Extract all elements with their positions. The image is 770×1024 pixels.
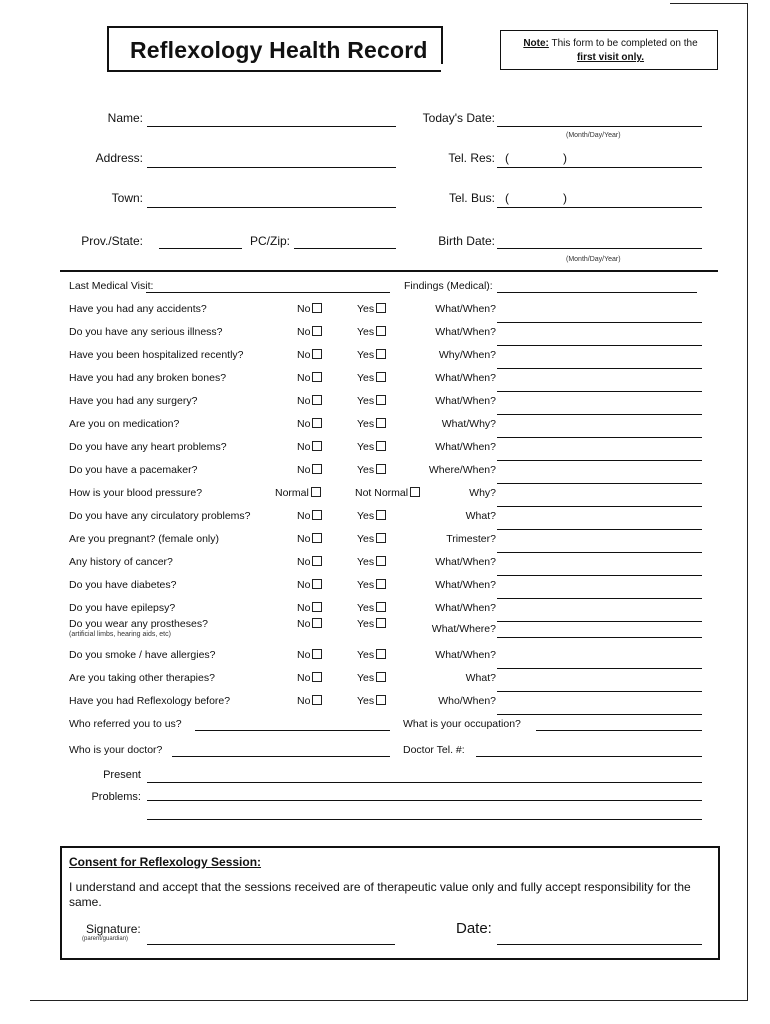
option-b-label: Yes <box>357 556 375 568</box>
section-divider <box>60 270 718 272</box>
followup-field[interactable] <box>497 691 702 692</box>
option-a <box>297 695 322 707</box>
todays-date-label: Today's Date: <box>422 111 495 125</box>
option-a-checkbox[interactable] <box>312 649 322 659</box>
option-a-label: No <box>297 464 311 476</box>
followup-label: What/Why? <box>441 418 496 430</box>
birth-date-hint: (Month/Day/Year) <box>566 256 621 263</box>
option-b-checkbox[interactable] <box>376 649 386 659</box>
option-a-label: Normal <box>275 487 309 499</box>
doctor-tel-field[interactable] <box>476 756 702 757</box>
tel-res-paren-close: ) <box>563 151 567 165</box>
followup-label: What/When? <box>435 372 496 384</box>
title-box-edge <box>441 26 443 64</box>
followup-label: What/Where? <box>431 623 496 635</box>
option-a-checkbox[interactable] <box>312 556 322 566</box>
option-a-checkbox[interactable] <box>312 441 322 451</box>
option-b-label: Yes <box>357 441 375 453</box>
findings-label: Findings (Medical): <box>404 280 493 292</box>
option-b <box>357 618 386 630</box>
option-b-label: Yes <box>357 672 375 684</box>
followup-label: Trimester? <box>446 533 496 545</box>
prov-state-field[interactable] <box>159 248 242 249</box>
option-a-checkbox[interactable] <box>312 326 322 336</box>
option-a <box>297 510 322 522</box>
question-label: Are you taking other therapies? <box>69 672 215 684</box>
option-a-checkbox[interactable] <box>312 372 322 382</box>
consent-title: Consent for Reflexology Session: <box>69 855 262 869</box>
question-label: Do you have any circulatory problems? <box>69 510 251 522</box>
question-sublabel: (artificial limbs, hearing aids, etc) <box>69 631 171 638</box>
page-border-top <box>670 3 748 4</box>
signature-label: Signature: <box>86 922 141 936</box>
town-label: Town: <box>111 191 143 205</box>
option-a <box>297 326 322 338</box>
option-a <box>297 602 322 614</box>
option-b <box>357 672 386 684</box>
option-a <box>297 349 322 361</box>
option-b <box>357 602 386 614</box>
signature-sublabel: (parent/guardian) <box>82 936 129 942</box>
option-a-label: No <box>297 533 311 545</box>
question-label: Any history of cancer? <box>69 556 173 568</box>
question-label: Have you been hospitalized recently? <box>69 349 244 361</box>
followup-field[interactable] <box>497 552 702 553</box>
name-field[interactable] <box>147 126 396 127</box>
option-b-checkbox[interactable] <box>376 395 386 405</box>
option-b <box>357 533 386 545</box>
option-b-checkbox[interactable] <box>376 326 386 336</box>
question-label: Have you had any broken bones? <box>69 372 227 384</box>
option-b-label: Yes <box>357 372 375 384</box>
question-label: Are you on medication? <box>69 418 180 430</box>
option-a-label: No <box>297 303 311 315</box>
followup-label: Where/When? <box>428 464 496 476</box>
option-a-checkbox[interactable] <box>311 487 321 497</box>
option-a <box>297 303 322 315</box>
followup-field[interactable] <box>497 437 702 438</box>
title-box-edge <box>107 70 441 72</box>
followup-label: What/When? <box>435 579 496 591</box>
option-a <box>297 533 322 545</box>
option-a <box>275 487 321 499</box>
doctor-field[interactable] <box>172 756 390 757</box>
followup-label: Why/When? <box>438 349 496 361</box>
followup-field[interactable] <box>497 483 702 484</box>
option-a <box>297 556 322 568</box>
followup-field[interactable] <box>497 668 702 669</box>
option-a-checkbox[interactable] <box>312 395 322 405</box>
option-a-label: No <box>297 556 311 568</box>
question-label: Do you have any heart problems? <box>69 441 227 453</box>
option-b-checkbox[interactable] <box>376 349 386 359</box>
tel-res-label: Tel. Res: <box>448 151 495 165</box>
option-b <box>357 372 386 384</box>
town-field[interactable] <box>147 207 396 208</box>
consent-date-field[interactable] <box>497 944 702 945</box>
followup-label: Who/When? <box>438 695 496 707</box>
question-label: Have you had any accidents? <box>69 303 207 315</box>
followup-field[interactable] <box>497 506 702 507</box>
option-b-label: Yes <box>357 303 375 315</box>
prov-state-label: Prov./State: <box>81 234 143 248</box>
option-b <box>357 349 386 361</box>
option-a-label: No <box>297 695 311 707</box>
option-a-label: No <box>297 579 311 591</box>
option-a-checkbox[interactable] <box>312 695 322 705</box>
option-a-checkbox[interactable] <box>312 510 322 520</box>
option-b-label: Yes <box>357 349 375 361</box>
question-label: Do you wear any prostheses? <box>69 618 208 630</box>
option-a <box>297 372 322 384</box>
option-a <box>297 618 322 630</box>
option-a <box>297 579 322 591</box>
option-b-label: Yes <box>357 533 375 545</box>
tel-bus-field[interactable] <box>497 207 702 208</box>
followup-label: What/When? <box>435 649 496 661</box>
option-b-label: Yes <box>357 418 375 430</box>
option-b-checkbox[interactable] <box>376 695 386 705</box>
option-a-checkbox[interactable] <box>312 618 322 628</box>
option-a-checkbox[interactable] <box>312 349 322 359</box>
todays-date-field[interactable] <box>497 126 702 127</box>
birth-date-field[interactable] <box>497 248 702 249</box>
option-b-label: Yes <box>357 695 375 707</box>
followup-field[interactable] <box>497 575 702 576</box>
followup-label: What/When? <box>435 602 496 614</box>
option-a <box>297 464 322 476</box>
followup-label: What/When? <box>435 556 496 568</box>
option-b-checkbox[interactable] <box>376 303 386 313</box>
option-b <box>357 395 386 407</box>
option-b-label: Yes <box>357 579 375 591</box>
followup-field[interactable] <box>497 460 702 461</box>
question-label: Have you had Reflexology before? <box>69 695 231 707</box>
followup-label: What? <box>465 672 496 684</box>
option-a-checkbox[interactable] <box>312 579 322 589</box>
option-a-label: No <box>297 510 311 522</box>
problems-field-3[interactable] <box>147 819 702 820</box>
option-b-checkbox[interactable] <box>376 464 386 474</box>
option-b <box>357 579 386 591</box>
option-a <box>297 418 322 430</box>
occupation-field[interactable] <box>536 730 702 731</box>
followup-label: What/When? <box>435 326 496 338</box>
option-a-label: No <box>297 672 311 684</box>
option-b <box>357 418 386 430</box>
option-b <box>357 441 386 453</box>
problems-field-2[interactable] <box>147 800 702 801</box>
option-b-checkbox[interactable] <box>376 372 386 382</box>
followup-field[interactable] <box>497 322 702 323</box>
signature-field[interactable] <box>147 944 395 945</box>
question-label: Do you have epilepsy? <box>69 602 176 614</box>
pc-zip-label: PC/Zip: <box>250 234 291 248</box>
last-visit-field[interactable] <box>146 292 390 293</box>
followup-field[interactable] <box>497 621 702 622</box>
question-label: Do you have any serious illness? <box>69 326 223 338</box>
form-title: Reflexology Health Record <box>130 37 428 63</box>
option-a-label: No <box>297 349 311 361</box>
tel-bus-paren-open: ( <box>505 191 509 205</box>
followup-label: What/When? <box>435 303 496 315</box>
address-label: Address: <box>95 151 143 165</box>
followup-field[interactable] <box>497 714 702 715</box>
followup-field[interactable] <box>497 637 702 638</box>
option-b-checkbox[interactable] <box>376 672 386 682</box>
option-b <box>357 695 386 707</box>
question-label: Do you have diabetes? <box>69 579 177 591</box>
followup-field[interactable] <box>497 414 702 415</box>
findings-field[interactable] <box>497 292 697 293</box>
followup-field[interactable] <box>497 368 702 369</box>
tel-res-paren-open: ( <box>505 151 509 165</box>
note-emph: first visit only. <box>576 52 645 63</box>
tel-bus-paren-close: ) <box>563 191 567 205</box>
option-a-label: No <box>297 395 311 407</box>
pc-zip-field[interactable] <box>294 248 396 249</box>
note-body: This form to be completed on the <box>551 38 698 49</box>
note-text <box>508 37 713 65</box>
option-b-label: Yes <box>357 602 375 614</box>
question-label: Are you pregnant? (female only) <box>69 533 219 545</box>
followup-field[interactable] <box>497 598 702 599</box>
option-b-checkbox[interactable] <box>376 533 386 543</box>
referred-label: Who referred you to us? <box>69 718 182 730</box>
doctor-label: Who is your doctor? <box>69 744 163 756</box>
option-a-checkbox[interactable] <box>312 418 322 428</box>
followup-field[interactable] <box>497 391 702 392</box>
tel-res-field[interactable] <box>497 167 702 168</box>
option-b-label: Yes <box>357 618 375 630</box>
option-b-label: Not Normal <box>355 487 409 499</box>
option-a-label: No <box>297 326 311 338</box>
option-a-checkbox[interactable] <box>312 303 322 313</box>
option-a-checkbox[interactable] <box>312 533 322 543</box>
option-b-label: Yes <box>357 326 375 338</box>
followup-field[interactable] <box>497 345 702 346</box>
consent-date-label: Date: <box>456 920 492 937</box>
problems-label: Problems: <box>91 791 141 803</box>
option-b-checkbox[interactable] <box>376 510 386 520</box>
option-b-checkbox[interactable] <box>376 441 386 451</box>
option-a <box>297 649 322 661</box>
option-b <box>357 556 386 568</box>
option-b-label: Yes <box>357 464 375 476</box>
question-label: Have you had any surgery? <box>69 395 198 407</box>
question-label: Do you have a pacemaker? <box>69 464 198 476</box>
option-b-label: Yes <box>357 510 375 522</box>
note-lead: Note: <box>523 38 549 49</box>
option-a-checkbox[interactable] <box>312 464 322 474</box>
option-a-label: No <box>297 441 311 453</box>
option-a-label: No <box>297 418 311 430</box>
followup-field[interactable] <box>497 529 702 530</box>
birth-date-label: Birth Date: <box>438 234 495 248</box>
question-label: How is your blood pressure? <box>69 487 203 499</box>
option-a <box>297 672 322 684</box>
name-label: Name: <box>107 111 143 125</box>
option-b-checkbox[interactable] <box>410 487 420 497</box>
option-b <box>357 649 386 661</box>
followup-label: What? <box>465 510 496 522</box>
problems-field-1[interactable] <box>147 782 702 783</box>
option-a-checkbox[interactable] <box>312 672 322 682</box>
followup-label: Why? <box>469 487 496 499</box>
option-b <box>357 303 386 315</box>
address-field[interactable] <box>147 167 396 168</box>
option-b-checkbox[interactable] <box>376 618 386 628</box>
referred-field[interactable] <box>195 730 390 731</box>
consent-text: I understand and accept that the sessions received are of therapeutic value only and fully accept responsibility for the same. <box>69 880 691 909</box>
option-b <box>357 326 386 338</box>
option-a-label: No <box>297 372 311 384</box>
present-label: Present <box>103 769 141 781</box>
doctor-tel-label: Doctor Tel. #: <box>403 744 465 756</box>
option-a-label: No <box>297 602 311 614</box>
option-b <box>357 510 386 522</box>
option-b-checkbox[interactable] <box>376 602 386 612</box>
option-b-checkbox[interactable] <box>376 579 386 589</box>
option-b-label: Yes <box>357 395 375 407</box>
option-b-label: Yes <box>357 649 375 661</box>
last-visit-label: Last Medical Visit: <box>69 280 154 292</box>
question-label: Do you smoke / have allergies? <box>69 649 216 661</box>
option-a-checkbox[interactable] <box>312 602 322 612</box>
date-hint: (Month/Day/Year) <box>566 132 621 139</box>
occupation-label: What is your occupation? <box>403 718 521 730</box>
tel-bus-label: Tel. Bus: <box>448 191 495 205</box>
option-b-checkbox[interactable] <box>376 418 386 428</box>
option-b <box>355 487 420 499</box>
option-b <box>357 464 386 476</box>
option-a-label: No <box>297 649 311 661</box>
followup-label: What/When? <box>435 395 496 407</box>
option-a <box>297 441 322 453</box>
option-b-checkbox[interactable] <box>376 556 386 566</box>
option-a-label: No <box>297 618 311 630</box>
followup-label: What/When? <box>435 441 496 453</box>
option-a <box>297 395 322 407</box>
